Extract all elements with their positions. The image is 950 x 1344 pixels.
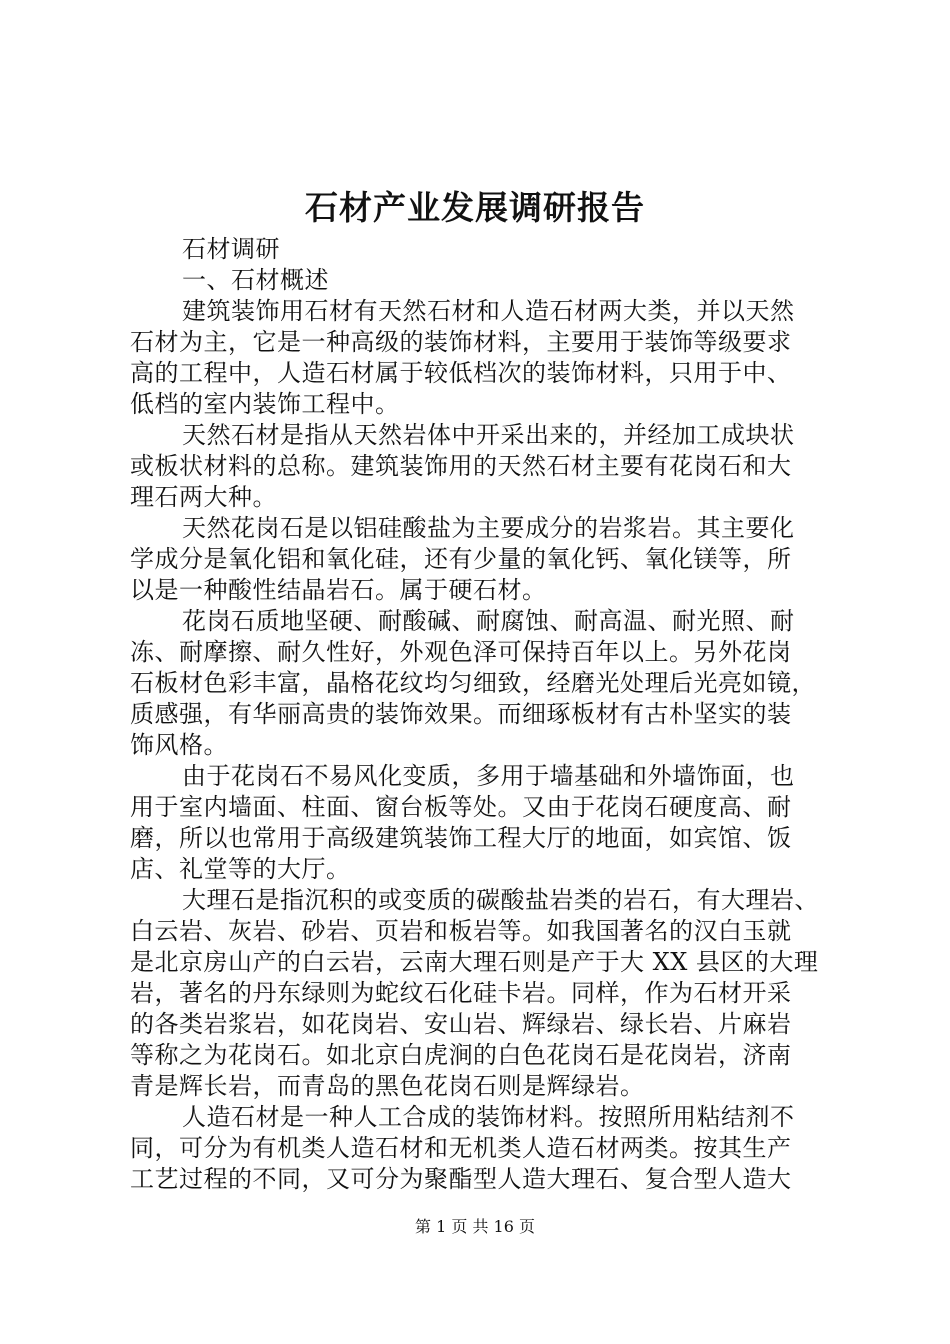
paragraph <box>130 296 830 420</box>
paragraph-line: 同，可分为有机类人造石材和无机类人造石材两类。按其生产 <box>130 1134 792 1162</box>
page-indicator: 第 1 页 共 16 页 <box>415 1217 535 1236</box>
paragraph-line: 低档的室内装饰工程中。 <box>130 390 400 418</box>
paragraph <box>130 420 830 513</box>
paragraph-line: 高的工程中，人造石材属于较低档次的装饰材料，只用于中、 <box>130 359 792 387</box>
paragraph-line: 等称之为花岗石。如北京白虎涧的白色花岗石是花岗岩，济南 <box>130 1041 792 1069</box>
paragraph-line: 白云岩、灰岩、砂岩、页岩和板岩等。如我国著名的汉白玉就 <box>130 917 792 945</box>
paragraph-line: 理石两大种。 <box>130 483 277 511</box>
paragraph-line: 岩，著名的丹东绿则为蛇纹石化硅卡岩。同样，作为石材开采 <box>130 979 792 1007</box>
paragraph-line: 石材为主，它是一种高级的装饰材料，主要用于装饰等级要求 <box>130 328 792 356</box>
paragraph-line: 饰风格。 <box>130 731 228 759</box>
paragraph-line: 工艺过程的不同，又可分为聚酯型人造大理石、复合型人造大 <box>130 1165 792 1193</box>
paragraph <box>130 1102 830 1195</box>
paragraph-list <box>130 296 830 1195</box>
paragraph <box>130 513 830 606</box>
paragraph-line: 青是辉长岩，而青岛的黑色花岗石则是辉绿岩。 <box>130 1072 645 1100</box>
paragraph-line: 学成分是氧化铝和氧化硅，还有少量的氧化钙、氧化镁等，所 <box>130 545 792 573</box>
paragraph-line: 花岗石质地坚硬、耐酸碱、耐腐蚀、耐高温、耐光照、耐 <box>182 607 795 635</box>
paragraph-line: 冻、耐摩擦、耐久性好，外观色泽可保持百年以上。另外花岗 <box>130 638 792 666</box>
paragraph-line: 用于室内墙面、柱面、窗台板等处。又由于花岗石硬度高、耐 <box>130 793 792 821</box>
paragraph-line: 天然花岗石是以铝硅酸盐为主要成分的岩浆岩。其主要化 <box>182 514 795 542</box>
paragraph-line: 磨，所以也常用于高级建筑装饰工程大厅的地面，如宾馆、饭 <box>130 824 792 852</box>
paragraph <box>130 606 830 761</box>
paragraph-line: 的各类岩浆岩，如花岗岩、安山岩、辉绿岩、绿长岩、片麻岩 <box>130 1010 792 1038</box>
paragraph-line: 店、礼堂等的大厅。 <box>130 855 351 883</box>
paragraph <box>130 885 830 1102</box>
paragraph-line: 是北京房山产的白云岩，云南大理石则是产于大 XX 县区的大理 <box>130 948 819 976</box>
paragraph <box>130 761 830 885</box>
document-subtitle: 石材调研 <box>182 235 280 263</box>
paragraph-line: 由于花岗石不易风化变质，多用于墙基础和外墙饰面，也 <box>182 762 795 790</box>
paragraph-line: 大理石是指沉积的或变质的碳酸盐岩类的岩石，有大理岩、 <box>182 886 819 914</box>
paragraph-line: 质感强，有华丽高贵的装饰效果。而细琢板材有古朴坚实的装 <box>130 700 792 728</box>
paragraph-line: 或板状材料的总称。建筑装饰用的天然石材主要有花岗石和大 <box>130 452 792 480</box>
paragraph-line: 石板材色彩丰富，晶格花纹均匀细致，经磨光处理后光亮如镜， <box>130 669 816 697</box>
paragraph-line: 天然石材是指从天然岩体中开采出来的，并经加工成块状 <box>182 421 795 449</box>
paragraph-line: 建筑装饰用石材有天然石材和人造石材两大类，并以天然 <box>182 297 795 325</box>
document-title: 石材产业发展调研报告 <box>305 188 645 227</box>
page-footer <box>0 1216 950 1238</box>
paragraph-line: 人造石材是一种人工合成的装饰材料。按照所用粘结剂不 <box>182 1103 795 1131</box>
section-heading: 一、石材概述 <box>182 266 329 294</box>
paragraph-line: 以是一种酸性结晶岩石。属于硬石材。 <box>130 576 547 604</box>
document-body <box>130 234 830 1195</box>
